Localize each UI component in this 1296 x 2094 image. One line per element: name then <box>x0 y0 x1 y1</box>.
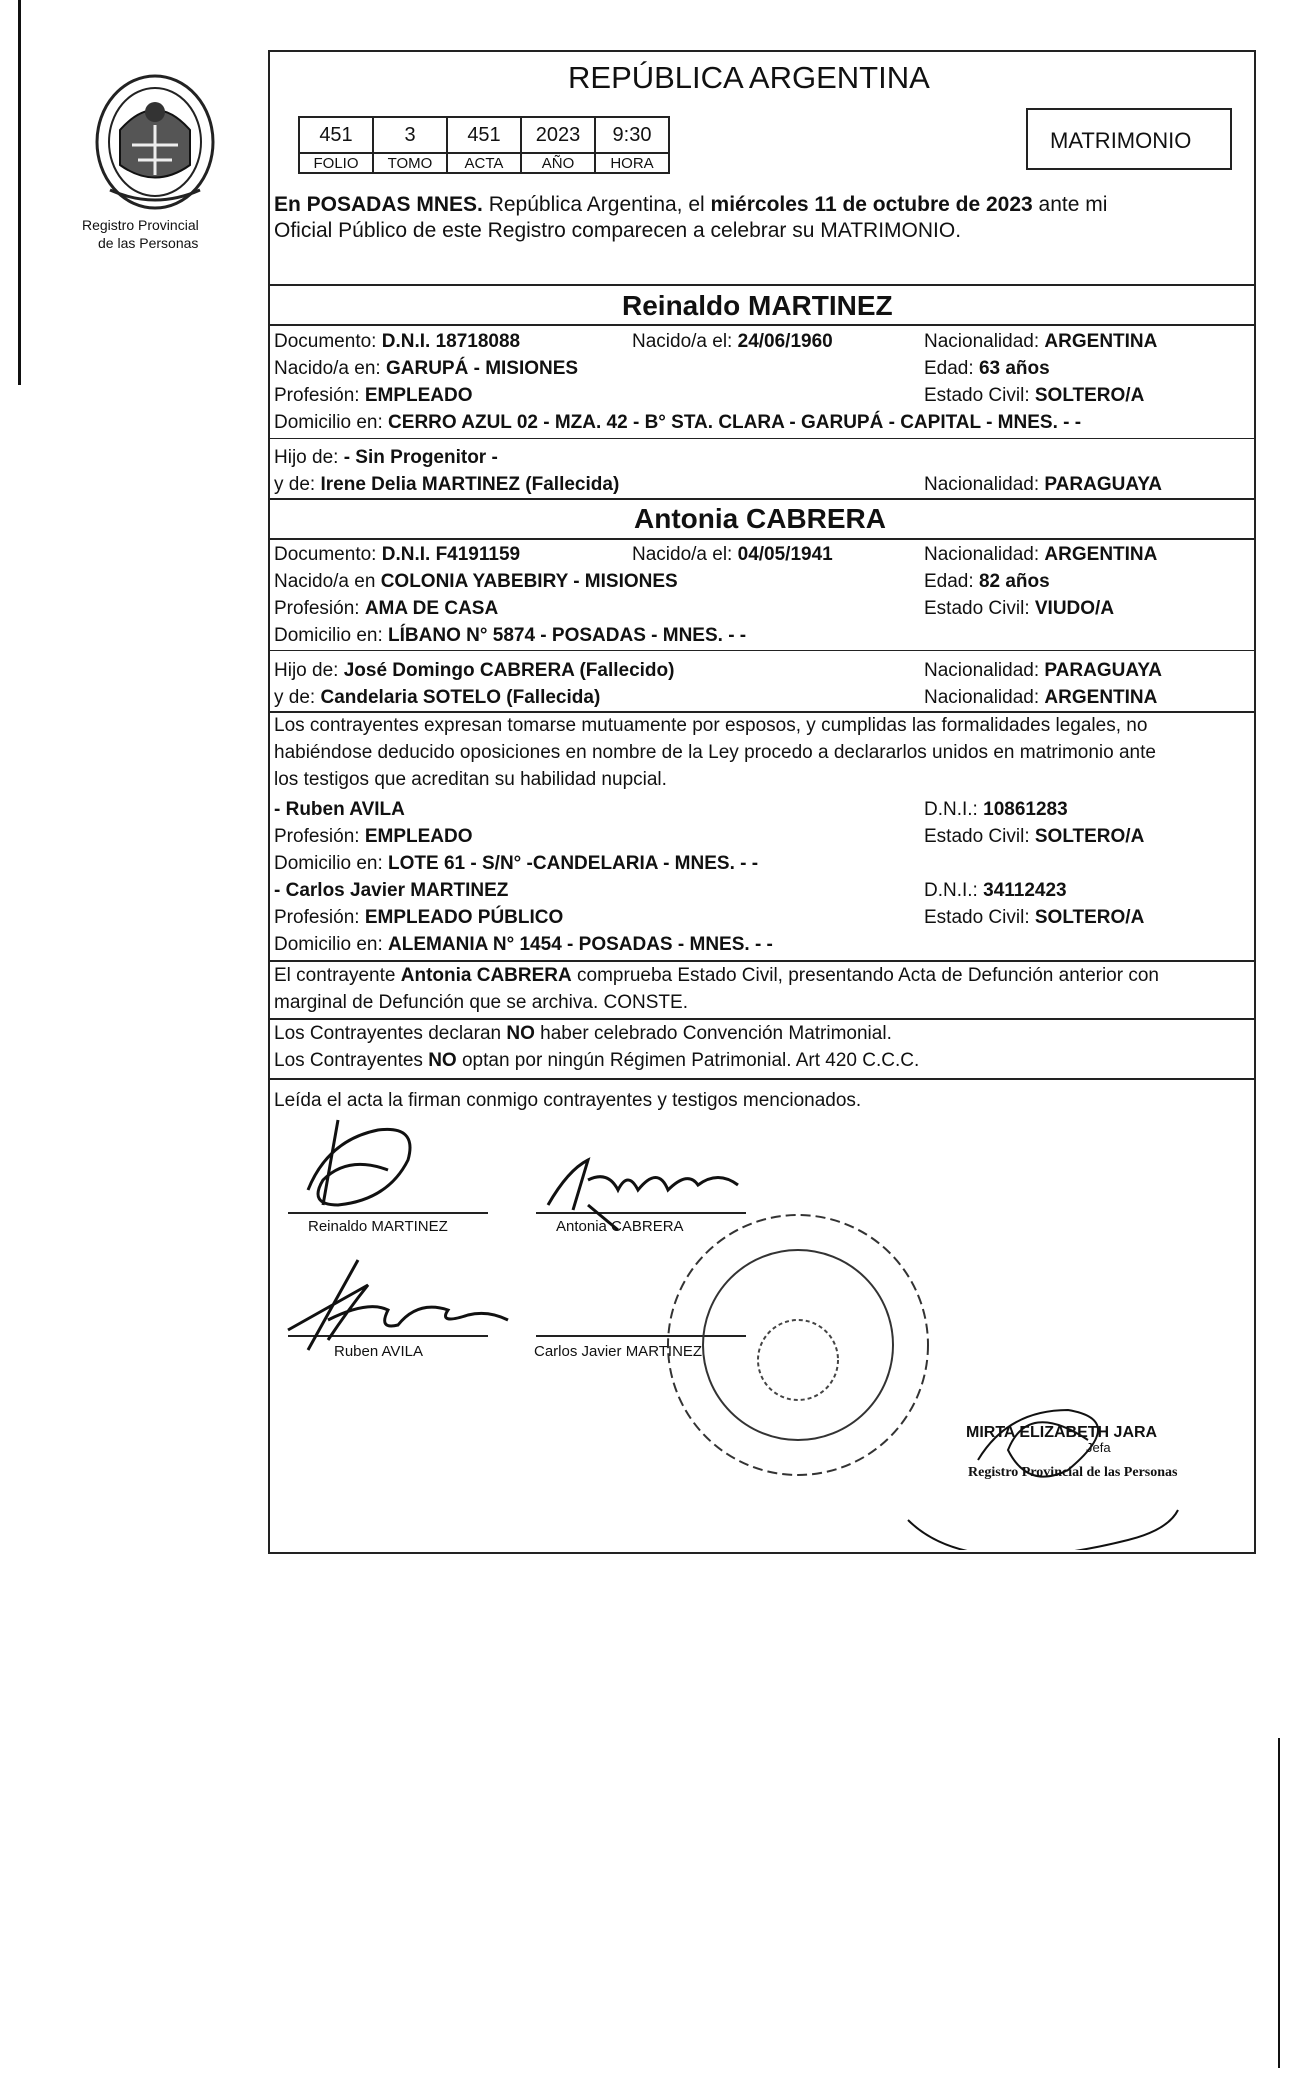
label: Hijo de: <box>274 447 344 468</box>
spouse1-mother <box>274 475 619 494</box>
label: Domicilio en: <box>274 853 389 874</box>
spouse2-name: Antonia CABRERA <box>634 503 886 534</box>
spouse2-father-nationality <box>924 661 1162 680</box>
label: Estado Civil: <box>924 907 1035 928</box>
spouse2-nationality <box>924 545 1157 564</box>
label: Domicilio en: <box>274 625 389 646</box>
closing-text: Leída el acta la firman conmigo contrayentes y testigos mencionados. <box>274 1090 862 1111</box>
intro-text-1: En <box>274 193 307 216</box>
registry-name-line2: de las Personas <box>98 235 199 251</box>
tomo-value: 3 <box>373 117 447 153</box>
witness1-civil-status <box>924 827 1144 846</box>
registry-logo <box>90 70 220 212</box>
year-label: AÑO <box>521 153 595 173</box>
signature-label-ruben: Ruben AVILA <box>334 1343 423 1360</box>
label: Domicilio en: <box>274 412 389 433</box>
divider <box>268 1078 1256 1080</box>
spouse1-birthplace <box>274 359 578 378</box>
intro-date: miércoles 11 de octubre de 2023 <box>710 193 1033 216</box>
note-who: Antonia CABRERA <box>400 965 572 986</box>
value: 63 años <box>978 358 1050 379</box>
witness2-name: - Carlos Javier MARTINEZ <box>274 880 509 901</box>
declaration-line2: habiéndose deducido oposiciones en nombre de la Ley procedo a declararlos unidos en matrimonio ante <box>274 742 1156 763</box>
value: 82 años <box>978 571 1050 592</box>
value: GARUPÁ - MISIONES <box>385 358 579 379</box>
text: haber celebrado Convención Matrimonial. <box>534 1023 892 1044</box>
divider <box>268 1018 1256 1020</box>
value: D.N.I. F4191159 <box>381 544 521 565</box>
label: Hijo de: <box>274 660 344 681</box>
spouse2-document <box>274 545 520 564</box>
hour-value: 9:30 <box>595 117 669 153</box>
value: 24/06/1960 <box>737 331 833 352</box>
spouse1-civil-status <box>924 386 1144 405</box>
text: Los Contrayentes declaran <box>274 1023 507 1044</box>
witness2-civil-status <box>924 908 1144 927</box>
spouse1-document <box>274 332 520 351</box>
value: AMA DE CASA <box>364 598 499 619</box>
value: SOLTERO/A <box>1034 385 1145 406</box>
official-stamp <box>668 1215 928 1475</box>
divider <box>268 711 1256 713</box>
label: Nacido/a el: <box>632 331 738 352</box>
intro-line2: Oficial Público de este Registro comparecen a celebrar su MATRIMONIO. <box>274 219 962 242</box>
divider <box>268 538 1256 540</box>
official-office: Registro Provincial de las Personas <box>968 1465 1178 1480</box>
label: Nacido/a en <box>274 571 381 592</box>
label: Nacionalidad: <box>924 687 1045 708</box>
divider <box>268 324 1256 326</box>
spouse1-mother-nationality <box>924 475 1162 494</box>
witness1-address <box>274 854 758 873</box>
note-text-2: comprueba Estado Civil, presentando Acta de Defunción anterior con <box>571 965 1159 986</box>
spouse1-age <box>924 359 1050 378</box>
registration-numbers <box>298 116 670 174</box>
label: Nacido/a el: <box>632 544 738 565</box>
act-type: MATRIMONIO <box>1050 128 1192 153</box>
divider <box>268 284 1256 286</box>
note-text-1: El contrayente <box>274 965 401 986</box>
witness2-profession <box>274 908 563 927</box>
label: Documento: <box>274 331 382 352</box>
spouse2-father <box>274 661 674 680</box>
value: José Domingo CABRERA (Fallecido) <box>343 660 675 681</box>
value: EMPLEADO PÚBLICO <box>364 907 564 928</box>
spouse1-born <box>632 332 833 351</box>
label: y de: <box>274 474 321 495</box>
value: 04/05/1941 <box>737 544 833 565</box>
signature-label-reinaldo: Reinaldo MARTINEZ <box>308 1218 448 1235</box>
declaration-line1: Los contrayentes expresan tomarse mutuamente por esposos, y cumplidas las formalidades legales, no <box>274 715 1148 736</box>
value: LÍBANO N° 5874 - POSADAS - MNES. - - <box>388 625 747 646</box>
no: NO <box>428 1050 457 1071</box>
value: SOLTERO/A <box>1034 907 1145 928</box>
witness1-name: - Ruben AVILA <box>274 799 405 820</box>
intro-line1 <box>274 194 1107 215</box>
spouse2-mother-nationality <box>924 688 1157 707</box>
spouse2-civil-status <box>924 599 1114 618</box>
text: optan por ningún Régimen Patrimonial. Art 420 C.C.C. <box>456 1050 920 1071</box>
spouse1-father <box>274 448 498 467</box>
spouse2-mother <box>274 688 600 707</box>
declaration-line3: los testigos que acreditan su habilidad nupcial. <box>274 769 667 790</box>
convention-line1 <box>274 1024 892 1043</box>
value: 10861283 <box>983 799 1068 820</box>
spouse2-profession <box>274 599 498 618</box>
value: ALEMANIA N° 1454 - POSADAS - MNES. - - <box>388 934 773 955</box>
label: Documento: <box>274 544 382 565</box>
margin-line <box>1278 1738 1280 2068</box>
acta-value: 451 <box>447 117 521 153</box>
witness2-address <box>274 935 773 954</box>
divider <box>268 960 1256 962</box>
label: D.N.I.: <box>924 880 984 901</box>
value: Irene Delia MARTINEZ (Fallecida) <box>320 474 620 495</box>
value: EMPLEADO <box>364 826 473 847</box>
intro-text-3: ante mi <box>1032 193 1108 216</box>
label: Nacionalidad: <box>924 474 1045 495</box>
year-value: 2023 <box>521 117 595 153</box>
signature-label-carlos: Carlos Javier MARTINEZ <box>534 1343 703 1360</box>
intro-text-2: República Argentina, el <box>482 193 711 216</box>
value: PARAGUAYA <box>1044 474 1162 495</box>
folio-label: FOLIO <box>299 153 373 173</box>
witness1-dni <box>924 800 1068 819</box>
note-line1 <box>274 966 1159 985</box>
value: LOTE 61 - S/N° -CANDELARIA - MNES. - - <box>388 853 759 874</box>
witness1-profession <box>274 827 473 846</box>
value: COLONIA YABEBIRY - MISIONES <box>380 571 678 592</box>
label: Estado Civil: <box>924 826 1035 847</box>
spouse1-nationality <box>924 332 1157 351</box>
spouse2-born <box>632 545 833 564</box>
divider <box>268 650 1256 651</box>
value: D.N.I. 18718088 <box>381 331 521 352</box>
label: Edad: <box>924 571 979 592</box>
label: Estado Civil: <box>924 598 1035 619</box>
signature-scribble-reinaldo <box>308 1120 410 1205</box>
official-role: Jefa <box>1086 1440 1111 1455</box>
label: Profesión: <box>274 826 365 847</box>
margin-line <box>18 0 21 385</box>
label: Nacido/a en: <box>274 358 386 379</box>
folio-value: 451 <box>299 117 373 153</box>
label: Profesión: <box>274 907 365 928</box>
provincial-seal-icon <box>90 70 220 212</box>
value: VIUDO/A <box>1034 598 1115 619</box>
value: - Sin Progenitor - <box>343 447 498 468</box>
official-name: MIRTA ELIZABETH JARA <box>966 1424 1158 1441</box>
witness2-dni <box>924 881 1067 900</box>
label: Nacionalidad: <box>924 331 1045 352</box>
value: ARGENTINA <box>1044 687 1158 708</box>
value: Candelaria SOTELO (Fallecida) <box>320 687 601 708</box>
value: CERRO AZUL 02 - MZA. 42 - B° STA. CLARA - GARUPÁ - CAPITAL - MNES. - - <box>388 412 1082 433</box>
spouse2-address <box>274 626 746 645</box>
spouse1-profession <box>274 386 473 405</box>
convention-line2 <box>274 1051 919 1070</box>
label: D.N.I.: <box>924 799 984 820</box>
signatures-svg <box>268 1110 1256 1550</box>
divider <box>268 498 1256 500</box>
label: Estado Civil: <box>924 385 1035 406</box>
signature-label-antonia: Antonia CABRERA <box>556 1218 684 1235</box>
value: ARGENTINA <box>1044 331 1158 352</box>
value: SOLTERO/A <box>1034 826 1145 847</box>
spouse2-age <box>924 572 1050 591</box>
label: Nacionalidad: <box>924 544 1045 565</box>
text: Los Contrayentes <box>274 1050 429 1071</box>
page-title: REPÚBLICA ARGENTINA <box>568 60 930 95</box>
label: Profesión: <box>274 598 365 619</box>
value: EMPLEADO <box>364 385 473 406</box>
divider <box>268 438 1256 439</box>
value: ARGENTINA <box>1044 544 1158 565</box>
spouse2-birthplace <box>274 572 678 591</box>
intro-place: POSADAS MNES. <box>306 193 483 216</box>
label: Profesión: <box>274 385 365 406</box>
hour-label: HORA <box>595 153 669 173</box>
note-line2: marginal de Defunción que se archiva. CONSTE. <box>274 992 688 1013</box>
tomo-label: TOMO <box>373 153 447 173</box>
value: 34112423 <box>983 880 1067 901</box>
acta-label: ACTA <box>447 153 521 173</box>
spouse1-name: Reinaldo MARTINEZ <box>622 290 893 321</box>
value: PARAGUAYA <box>1044 660 1162 681</box>
spouse1-address <box>274 413 1081 432</box>
registry-name-line1: Registro Provincial <box>82 217 199 233</box>
no: NO <box>506 1023 535 1044</box>
label: Domicilio en: <box>274 934 389 955</box>
label: y de: <box>274 687 321 708</box>
label: Edad: <box>924 358 979 379</box>
label: Nacionalidad: <box>924 660 1045 681</box>
